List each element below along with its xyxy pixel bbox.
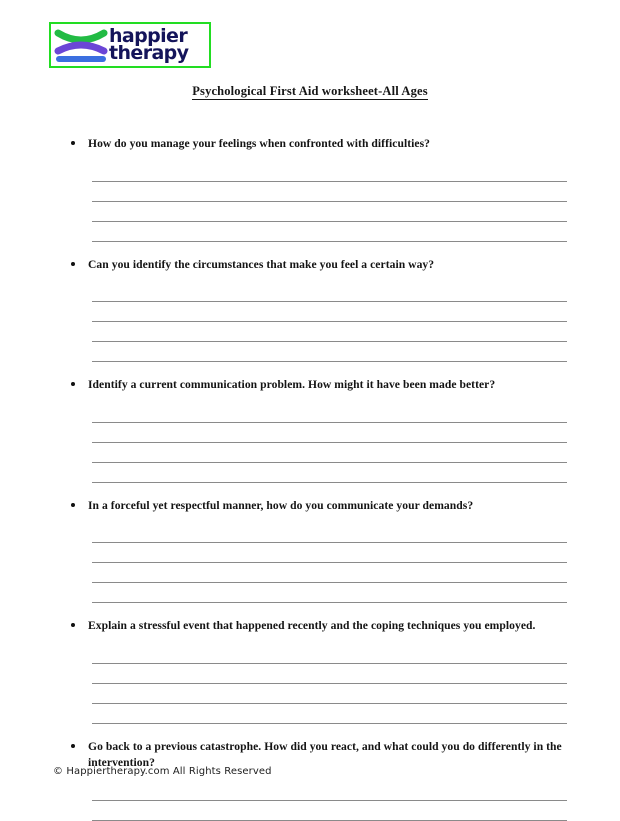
question-text: Explain a stressful event that happened recently and the coping techniques you employed. bbox=[88, 619, 536, 632]
answer-line[interactable] bbox=[92, 463, 567, 483]
logo-waves-icon bbox=[54, 25, 108, 65]
answer-line[interactable] bbox=[92, 443, 567, 463]
question-item bbox=[0, 257, 620, 363]
question-spacer bbox=[0, 483, 620, 498]
answer-lines[interactable] bbox=[92, 781, 567, 821]
answer-line[interactable] bbox=[92, 644, 567, 664]
answer-lines[interactable] bbox=[92, 403, 567, 483]
answer-line[interactable] bbox=[92, 543, 567, 563]
answer-line[interactable] bbox=[92, 182, 567, 202]
answer-line[interactable] bbox=[92, 563, 567, 583]
answer-line[interactable] bbox=[92, 282, 567, 302]
question-text: In a forceful yet respectful manner, how do you communicate your demands? bbox=[88, 498, 474, 512]
answer-lines[interactable] bbox=[92, 282, 567, 362]
bullet-icon bbox=[71, 744, 75, 748]
answer-line[interactable] bbox=[92, 583, 567, 603]
logo-word-therapy: therapy bbox=[109, 42, 189, 64]
answer-line[interactable] bbox=[92, 684, 567, 704]
answer-line[interactable] bbox=[92, 704, 567, 724]
answer-lines[interactable] bbox=[92, 644, 567, 724]
answer-lines[interactable] bbox=[92, 523, 567, 603]
bullet-icon bbox=[71, 262, 75, 266]
question-text: Identify a current communication problem. How might it have been made better? bbox=[88, 378, 496, 391]
logo-word-happier: happier bbox=[109, 24, 188, 47]
page-title bbox=[0, 84, 620, 99]
bullet-icon bbox=[71, 503, 75, 507]
answer-line[interactable] bbox=[92, 222, 567, 242]
bullet-icon bbox=[71, 141, 75, 145]
question-text: Go back to a previous catastrophe. How did you react, and what could you do differently in the intervention? bbox=[88, 739, 562, 769]
question-item bbox=[0, 498, 620, 604]
answer-line[interactable] bbox=[92, 781, 567, 801]
question-item bbox=[0, 136, 620, 242]
question-text: How do you manage your feelings when confronted with difficulties? bbox=[88, 137, 430, 150]
page-title-text: Psychological First Aid worksheet-All Ages bbox=[192, 84, 428, 98]
answer-line[interactable] bbox=[92, 403, 567, 423]
question-item bbox=[0, 739, 620, 821]
answer-line[interactable] bbox=[92, 202, 567, 222]
answer-lines[interactable] bbox=[92, 162, 567, 242]
answer-line[interactable] bbox=[92, 322, 567, 342]
answer-line[interactable] bbox=[92, 302, 567, 322]
question-spacer bbox=[0, 724, 620, 739]
question-spacer bbox=[0, 362, 620, 377]
answer-line[interactable] bbox=[92, 162, 567, 182]
bullet-icon bbox=[71, 382, 75, 386]
brand-logo bbox=[49, 22, 211, 68]
answer-line[interactable] bbox=[92, 423, 567, 443]
footer-copyright: © Happiertherapy.com All Rights Reserved bbox=[53, 766, 272, 777]
question-spacer bbox=[0, 242, 620, 257]
question-item bbox=[0, 618, 620, 724]
question-spacer bbox=[0, 603, 620, 618]
answer-line[interactable] bbox=[92, 523, 567, 543]
bullet-icon bbox=[71, 623, 75, 627]
question-text: Can you identify the circumstances that make you feel a certain way? bbox=[88, 257, 435, 271]
answer-line[interactable] bbox=[92, 342, 567, 362]
answer-line[interactable] bbox=[92, 801, 567, 821]
question-list bbox=[0, 136, 620, 821]
question-item bbox=[0, 377, 620, 483]
answer-line[interactable] bbox=[92, 664, 567, 684]
logo-wordmark bbox=[108, 24, 207, 64]
